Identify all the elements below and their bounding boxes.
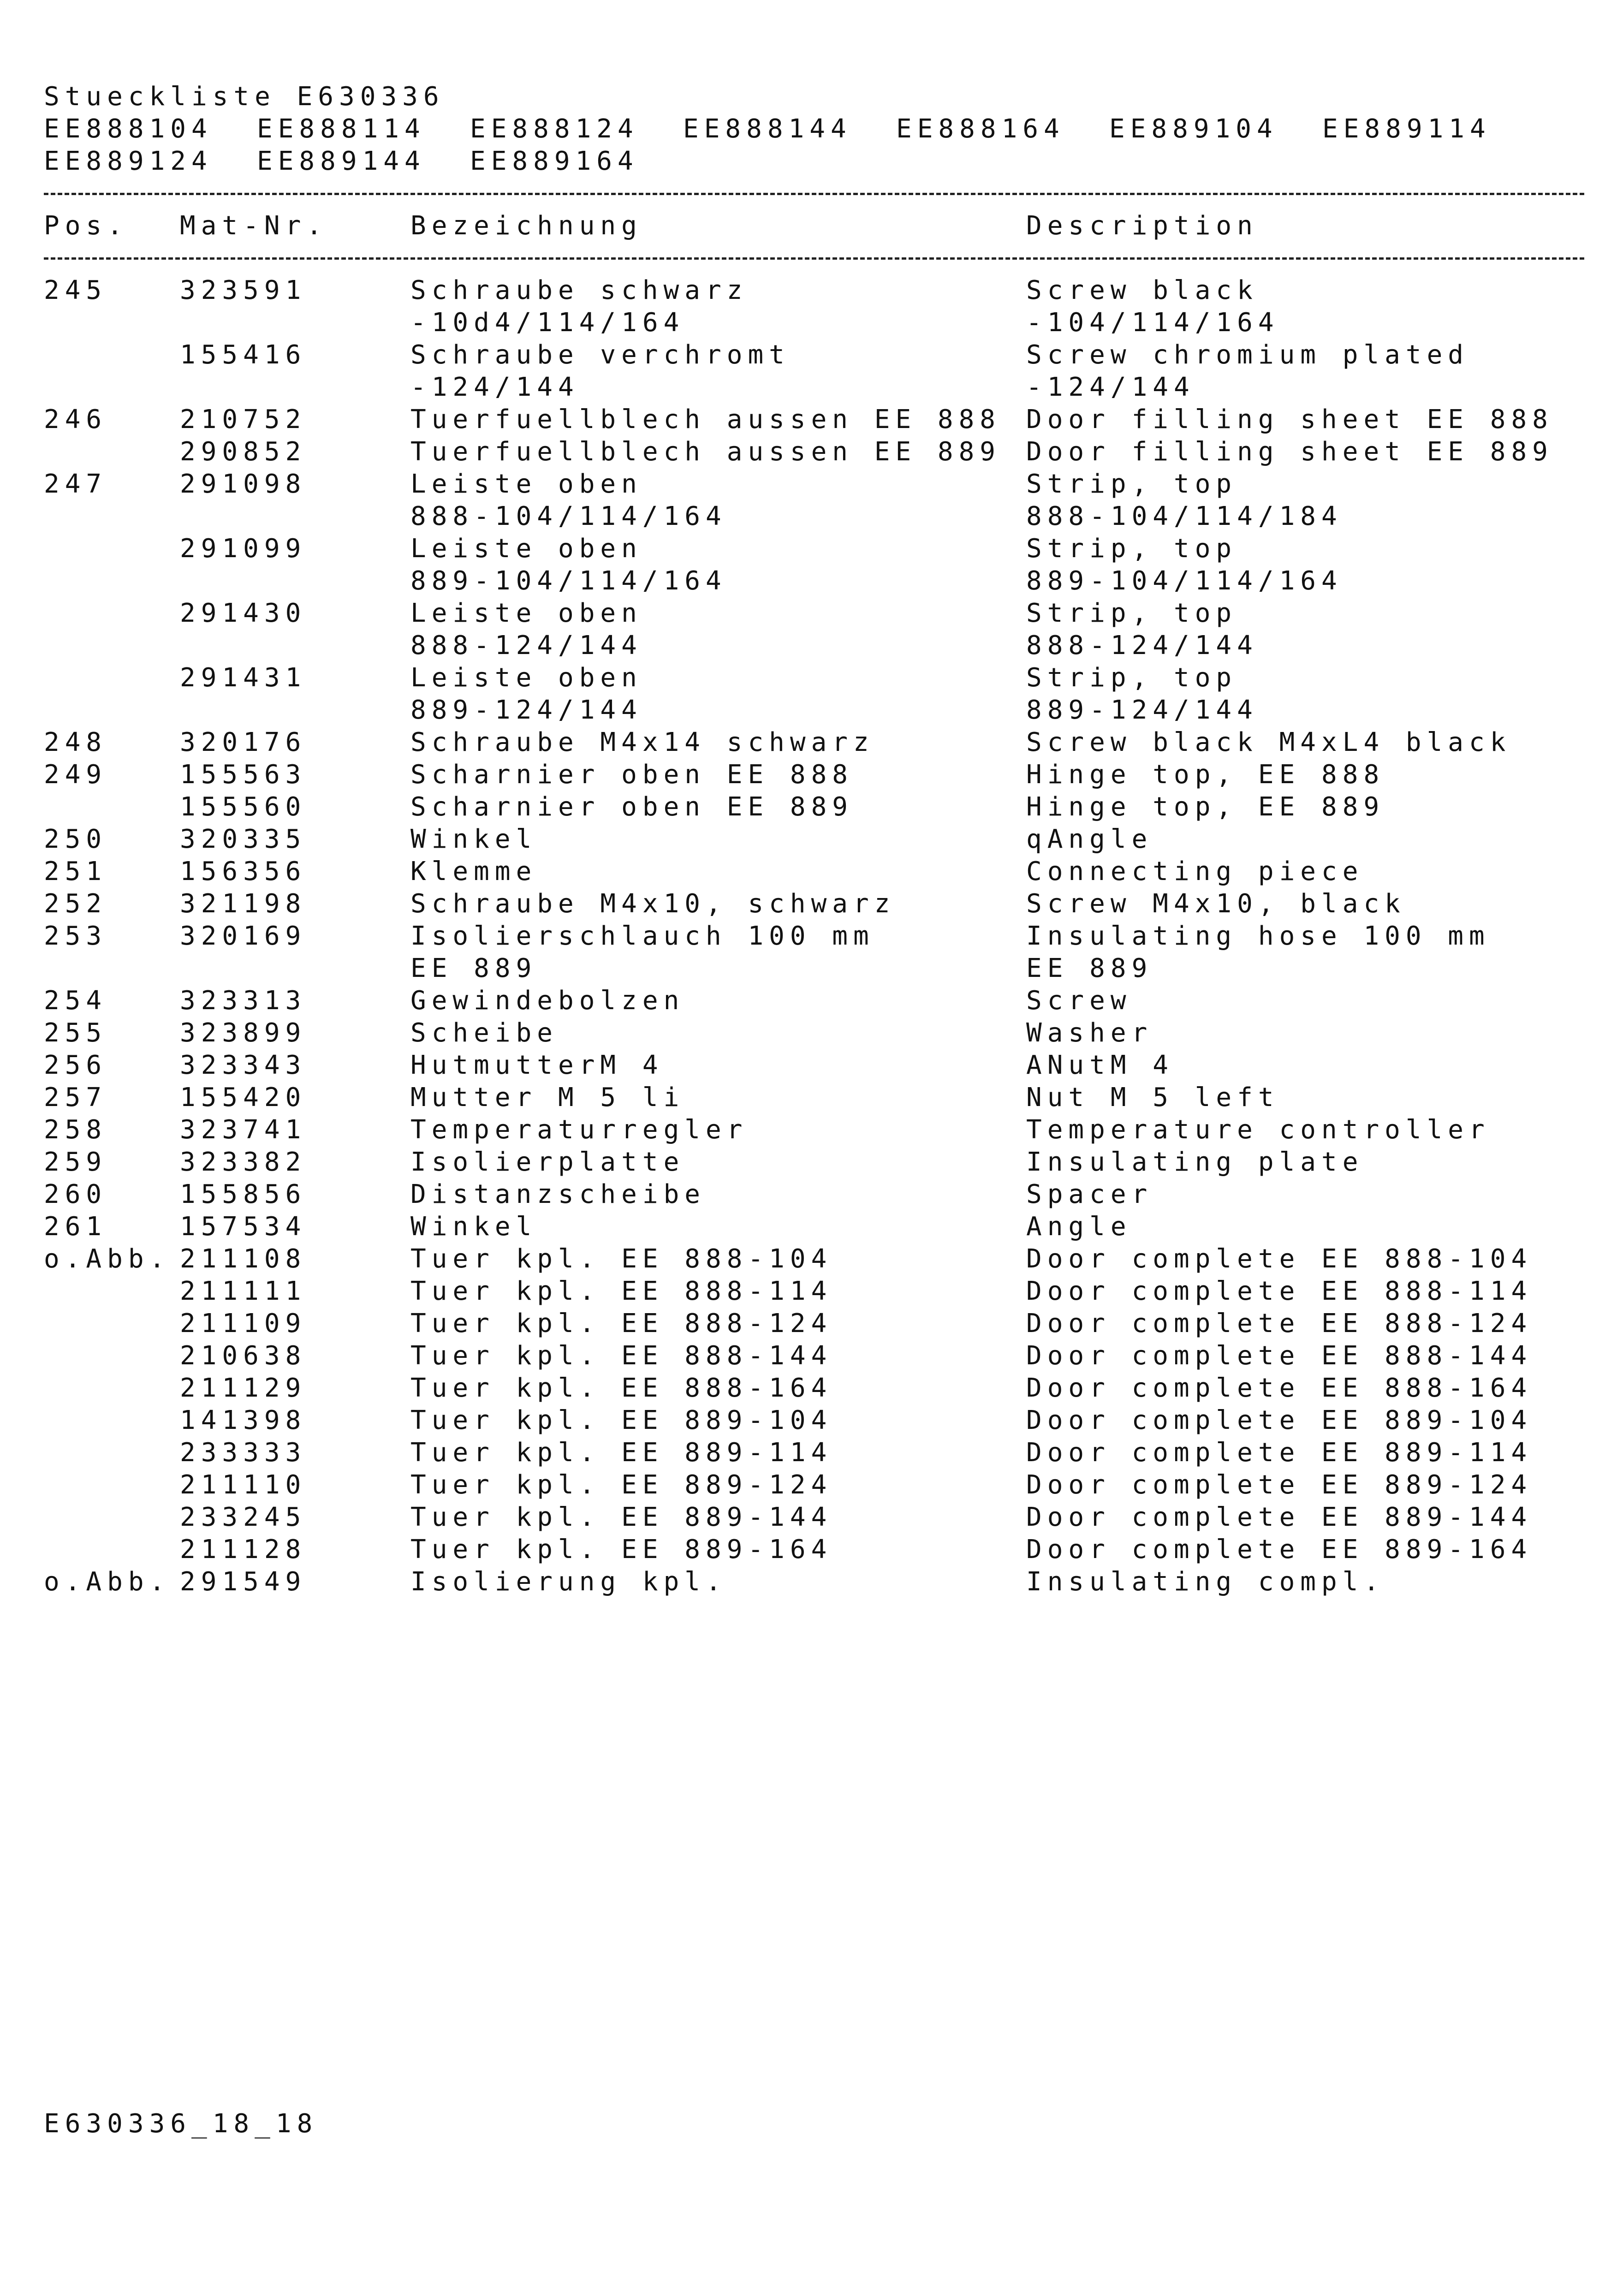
model-code: EE888104 bbox=[44, 114, 213, 144]
cell-bezeichnung: 888-104/114/164 bbox=[410, 501, 727, 531]
cell-mat-nr: 323591 bbox=[180, 275, 307, 305]
cell-bezeichnung: -10d4/114/164 bbox=[410, 308, 685, 338]
table-row bbox=[44, 694, 1584, 726]
table-row bbox=[44, 436, 1584, 468]
cell-bezeichnung: Leiste oben bbox=[410, 469, 642, 499]
table-row bbox=[44, 339, 1584, 371]
cell-description: Door complete EE 888-104 bbox=[1026, 1244, 1533, 1274]
model-code: EE889104 bbox=[1109, 114, 1278, 144]
table-row bbox=[44, 1146, 1584, 1178]
table-row bbox=[44, 823, 1584, 856]
cell-description: Strip, top bbox=[1026, 534, 1237, 564]
cell-pos: 252 bbox=[44, 889, 107, 919]
table-row bbox=[44, 1114, 1584, 1146]
cell-description: Nut M 5 left bbox=[1026, 1083, 1279, 1112]
model-code: EE889114 bbox=[1322, 114, 1491, 144]
model-code: EE889144 bbox=[257, 146, 426, 176]
cell-description: -124/144 bbox=[1026, 372, 1195, 402]
cell-bezeichnung: Scheibe bbox=[410, 1018, 559, 1048]
cell-mat-nr: 155560 bbox=[180, 792, 307, 822]
cell-description: Washer bbox=[1026, 1018, 1153, 1048]
cell-bezeichnung: Schraube M4x14 schwarz bbox=[410, 727, 874, 757]
dashed-divider-header bbox=[44, 242, 1584, 274]
cell-mat-nr: 211128 bbox=[180, 1535, 307, 1564]
cell-pos: 259 bbox=[44, 1147, 107, 1177]
cell-description: Door complete EE 888-114 bbox=[1026, 1276, 1533, 1306]
cell-pos: 249 bbox=[44, 760, 107, 790]
cell-bezeichnung: -124/144 bbox=[410, 372, 579, 402]
cell-pos: 247 bbox=[44, 469, 107, 499]
cell-pos: 245 bbox=[44, 275, 107, 305]
table-row bbox=[44, 274, 1584, 307]
cell-mat-nr: 323343 bbox=[180, 1050, 307, 1080]
cell-mat-nr: 291099 bbox=[180, 534, 307, 564]
cell-bezeichnung: Leiste oben bbox=[410, 534, 642, 564]
cell-mat-nr: 291431 bbox=[180, 663, 307, 693]
cell-pos: 248 bbox=[44, 727, 107, 757]
cell-mat-nr: 141398 bbox=[180, 1405, 307, 1435]
cell-bezeichnung: Tuerfuellblech aussen EE 889 bbox=[410, 437, 1001, 467]
table-row bbox=[44, 1404, 1584, 1437]
model-code: EE888144 bbox=[683, 114, 852, 144]
cell-description: Hinge top, EE 888 bbox=[1026, 760, 1385, 790]
cell-description: 889-124/144 bbox=[1026, 695, 1258, 725]
table-row bbox=[44, 1501, 1584, 1534]
cell-mat-nr: 323741 bbox=[180, 1115, 307, 1145]
cell-bezeichnung: Tuer kpl. EE 888-144 bbox=[410, 1341, 832, 1371]
footer-page-code: E630336_18_18 bbox=[44, 2109, 318, 2139]
cell-pos: 256 bbox=[44, 1050, 107, 1080]
cell-bezeichnung: Tuer kpl. EE 888-104 bbox=[410, 1244, 832, 1274]
table-row bbox=[44, 1049, 1584, 1082]
cell-description: Spacer bbox=[1026, 1179, 1153, 1209]
cell-bezeichnung: Schraube M4x10, schwarz bbox=[410, 889, 896, 919]
cell-bezeichnung: Isolierplatte bbox=[410, 1147, 685, 1177]
cell-mat-nr: 291098 bbox=[180, 469, 307, 499]
model-code: EE888114 bbox=[257, 114, 426, 144]
cell-mat-nr: 321198 bbox=[180, 889, 307, 919]
cell-description: ANutM 4 bbox=[1026, 1050, 1174, 1080]
cell-description: Screw M4x10, black bbox=[1026, 889, 1406, 919]
cell-bezeichnung: Gewindebolzen bbox=[410, 986, 685, 1016]
model-code: EE889164 bbox=[470, 146, 639, 176]
cell-mat-nr: 291549 bbox=[180, 1567, 307, 1597]
cell-bezeichnung: Leiste oben bbox=[410, 598, 642, 628]
table-row bbox=[44, 985, 1584, 1017]
cell-bezeichnung: Tuer kpl. EE 889-164 bbox=[410, 1535, 832, 1564]
cell-description: 888-104/114/184 bbox=[1026, 501, 1343, 531]
cell-mat-nr: 323899 bbox=[180, 1018, 307, 1048]
cell-bezeichnung: Tuer kpl. EE 889-124 bbox=[410, 1470, 832, 1500]
cell-pos: o.Abb. bbox=[44, 1244, 171, 1274]
table-row bbox=[44, 759, 1584, 791]
cell-bezeichnung: Isolierschlauch 100 mm bbox=[410, 921, 874, 951]
cell-bezeichnung: 889-104/114/164 bbox=[410, 566, 727, 596]
cell-description: Door complete EE 889-104 bbox=[1026, 1405, 1533, 1435]
cell-description: Connecting piece bbox=[1026, 857, 1364, 886]
cell-mat-nr: 155563 bbox=[180, 760, 307, 790]
cell-bezeichnung: Klemme bbox=[410, 857, 537, 886]
cell-description: qAngle bbox=[1026, 824, 1153, 854]
model-code: EE888124 bbox=[470, 114, 639, 144]
cell-description: Door complete EE 889-124 bbox=[1026, 1470, 1533, 1500]
model-list bbox=[44, 113, 1584, 178]
cell-bezeichnung: Scharnier oben EE 889 bbox=[410, 792, 854, 822]
cell-mat-nr: 233245 bbox=[180, 1502, 307, 1532]
table-row bbox=[44, 1275, 1584, 1308]
table-row bbox=[44, 1178, 1584, 1211]
cell-description: Insulating plate bbox=[1026, 1147, 1364, 1177]
table-row bbox=[44, 920, 1584, 952]
cell-description: Insulating hose 100 mm bbox=[1026, 921, 1490, 951]
cell-bezeichnung: Scharnier oben EE 888 bbox=[410, 760, 854, 790]
cell-bezeichnung: Schraube schwarz bbox=[410, 275, 748, 305]
cell-mat-nr: 157534 bbox=[180, 1212, 307, 1242]
column-headers bbox=[44, 210, 1584, 242]
cell-description: Screw black bbox=[1026, 275, 1258, 305]
cell-description: Door complete EE 889-144 bbox=[1026, 1502, 1533, 1532]
cell-bezeichnung: 889-124/144 bbox=[410, 695, 642, 725]
cell-pos: 255 bbox=[44, 1018, 107, 1048]
cell-bezeichnung: Winkel bbox=[410, 824, 537, 854]
cell-mat-nr: 210752 bbox=[180, 404, 307, 434]
cell-bezeichnung: HutmutterM 4 bbox=[410, 1050, 664, 1080]
cell-bezeichnung: Tuer kpl. EE 889-114 bbox=[410, 1438, 832, 1468]
table-row bbox=[44, 888, 1584, 920]
table-row bbox=[44, 662, 1584, 694]
cell-pos: 251 bbox=[44, 857, 107, 886]
cell-mat-nr: 291430 bbox=[180, 598, 307, 628]
table-row bbox=[44, 630, 1584, 662]
table-row bbox=[44, 1566, 1584, 1598]
table-row bbox=[44, 726, 1584, 759]
cell-bezeichnung: Tuer kpl. EE 888-164 bbox=[410, 1373, 832, 1403]
cell-pos: o.Abb. bbox=[44, 1567, 171, 1597]
cell-pos: 257 bbox=[44, 1083, 107, 1112]
table-row bbox=[44, 1340, 1584, 1372]
cell-mat-nr: 290852 bbox=[180, 437, 307, 467]
table-row bbox=[44, 791, 1584, 823]
table-row bbox=[44, 597, 1584, 630]
cell-mat-nr: 155420 bbox=[180, 1083, 307, 1112]
cell-bezeichnung: EE 889 bbox=[410, 953, 537, 983]
cell-pos: 260 bbox=[44, 1179, 107, 1209]
table-row bbox=[44, 468, 1584, 500]
cell-description: Strip, top bbox=[1026, 663, 1237, 693]
cell-mat-nr: 233333 bbox=[180, 1438, 307, 1468]
cell-description: 888-124/144 bbox=[1026, 631, 1258, 660]
cell-bezeichnung: Leiste oben bbox=[410, 663, 642, 693]
cell-description: Door complete EE 888-124 bbox=[1026, 1309, 1533, 1338]
cell-description: Door filling sheet EE 888 bbox=[1026, 404, 1553, 434]
cell-bezeichnung: Mutter M 5 li bbox=[410, 1083, 685, 1112]
cell-description: Door complete EE 889-114 bbox=[1026, 1438, 1533, 1468]
cell-mat-nr: 211109 bbox=[180, 1309, 307, 1338]
model-code: EE888164 bbox=[896, 114, 1065, 144]
cell-description: Strip, top bbox=[1026, 469, 1237, 499]
cell-description: -104/114/164 bbox=[1026, 308, 1279, 338]
table-row bbox=[44, 565, 1584, 597]
cell-bezeichnung: Temperaturregler bbox=[410, 1115, 748, 1145]
cell-bezeichnung: 888-124/144 bbox=[410, 631, 642, 660]
table-row bbox=[44, 371, 1584, 404]
table-row bbox=[44, 1437, 1584, 1469]
column-header-bezeichnung: Bezeichnung bbox=[410, 211, 642, 241]
cell-bezeichnung: Winkel bbox=[410, 1212, 537, 1242]
table-row bbox=[44, 1372, 1584, 1404]
cell-description: EE 889 bbox=[1026, 953, 1153, 983]
cell-mat-nr: 210638 bbox=[180, 1341, 307, 1371]
cell-description: Insulating compl. bbox=[1026, 1567, 1385, 1597]
cell-description: Screw black M4xL4 black bbox=[1026, 727, 1511, 757]
cell-description: Door filling sheet EE 889 bbox=[1026, 437, 1553, 467]
cell-description: Door complete EE 889-164 bbox=[1026, 1535, 1533, 1564]
parts-list-sheet bbox=[44, 81, 1584, 1598]
model-code: EE889124 bbox=[44, 146, 213, 176]
cell-description: Door complete EE 888-144 bbox=[1026, 1341, 1533, 1371]
table-row bbox=[44, 1534, 1584, 1566]
cell-pos: 258 bbox=[44, 1115, 107, 1145]
cell-description: Door complete EE 888-164 bbox=[1026, 1373, 1533, 1403]
cell-description: Temperature controller bbox=[1026, 1115, 1490, 1145]
cell-bezeichnung: Tuer kpl. EE 889-104 bbox=[410, 1405, 832, 1435]
table-row bbox=[44, 1308, 1584, 1340]
cell-pos: 254 bbox=[44, 986, 107, 1016]
cell-bezeichnung: Tuer kpl. EE 888-114 bbox=[410, 1276, 832, 1306]
cell-mat-nr: 211129 bbox=[180, 1373, 307, 1403]
cell-description: Screw bbox=[1026, 986, 1132, 1016]
cell-pos: 250 bbox=[44, 824, 107, 854]
dashed-divider-top bbox=[44, 178, 1584, 210]
table-row bbox=[44, 952, 1584, 985]
table-row bbox=[44, 1243, 1584, 1275]
cell-mat-nr: 211111 bbox=[180, 1276, 307, 1306]
cell-bezeichnung: Tuer kpl. EE 888-124 bbox=[410, 1309, 832, 1338]
table-row bbox=[44, 1017, 1584, 1049]
table-row bbox=[44, 1082, 1584, 1114]
cell-mat-nr: 156356 bbox=[180, 857, 307, 886]
cell-mat-nr: 320335 bbox=[180, 824, 307, 854]
cell-mat-nr: 155856 bbox=[180, 1179, 307, 1209]
cell-mat-nr: 320169 bbox=[180, 921, 307, 951]
column-header-mat-nr: Mat-Nr. bbox=[180, 211, 328, 241]
table-row bbox=[44, 307, 1584, 339]
cell-description: Angle bbox=[1026, 1212, 1132, 1242]
cell-bezeichnung: Tuerfuellblech aussen EE 888 bbox=[410, 404, 1001, 434]
cell-mat-nr: 211110 bbox=[180, 1470, 307, 1500]
cell-mat-nr: 211108 bbox=[180, 1244, 307, 1274]
table-row bbox=[44, 533, 1584, 565]
cell-bezeichnung: Schraube verchromt bbox=[410, 340, 790, 370]
cell-pos: 253 bbox=[44, 921, 107, 951]
cell-description: Screw chromium plated bbox=[1026, 340, 1469, 370]
cell-description: Hinge top, EE 889 bbox=[1026, 792, 1385, 822]
parts-table-body bbox=[44, 274, 1584, 1598]
table-row bbox=[44, 404, 1584, 436]
cell-mat-nr: 320176 bbox=[180, 727, 307, 757]
cell-pos: 246 bbox=[44, 404, 107, 434]
table-row bbox=[44, 500, 1584, 533]
cell-description: 889-104/114/164 bbox=[1026, 566, 1343, 596]
cell-description: Strip, top bbox=[1026, 598, 1237, 628]
table-row bbox=[44, 1469, 1584, 1501]
cell-bezeichnung: Distanzscheibe bbox=[410, 1179, 706, 1209]
column-header-description: Description bbox=[1026, 211, 1258, 241]
cell-bezeichnung: Tuer kpl. EE 889-144 bbox=[410, 1502, 832, 1532]
cell-pos: 261 bbox=[44, 1212, 107, 1242]
cell-mat-nr: 323382 bbox=[180, 1147, 307, 1177]
cell-bezeichnung: Isolierung kpl. bbox=[410, 1567, 727, 1597]
document-title: Stueckliste E630336 bbox=[44, 82, 445, 112]
column-header-pos: Pos. bbox=[44, 211, 128, 241]
cell-mat-nr: 155416 bbox=[180, 340, 307, 370]
table-row bbox=[44, 856, 1584, 888]
cell-mat-nr: 323313 bbox=[180, 986, 307, 1016]
table-row bbox=[44, 1211, 1584, 1243]
